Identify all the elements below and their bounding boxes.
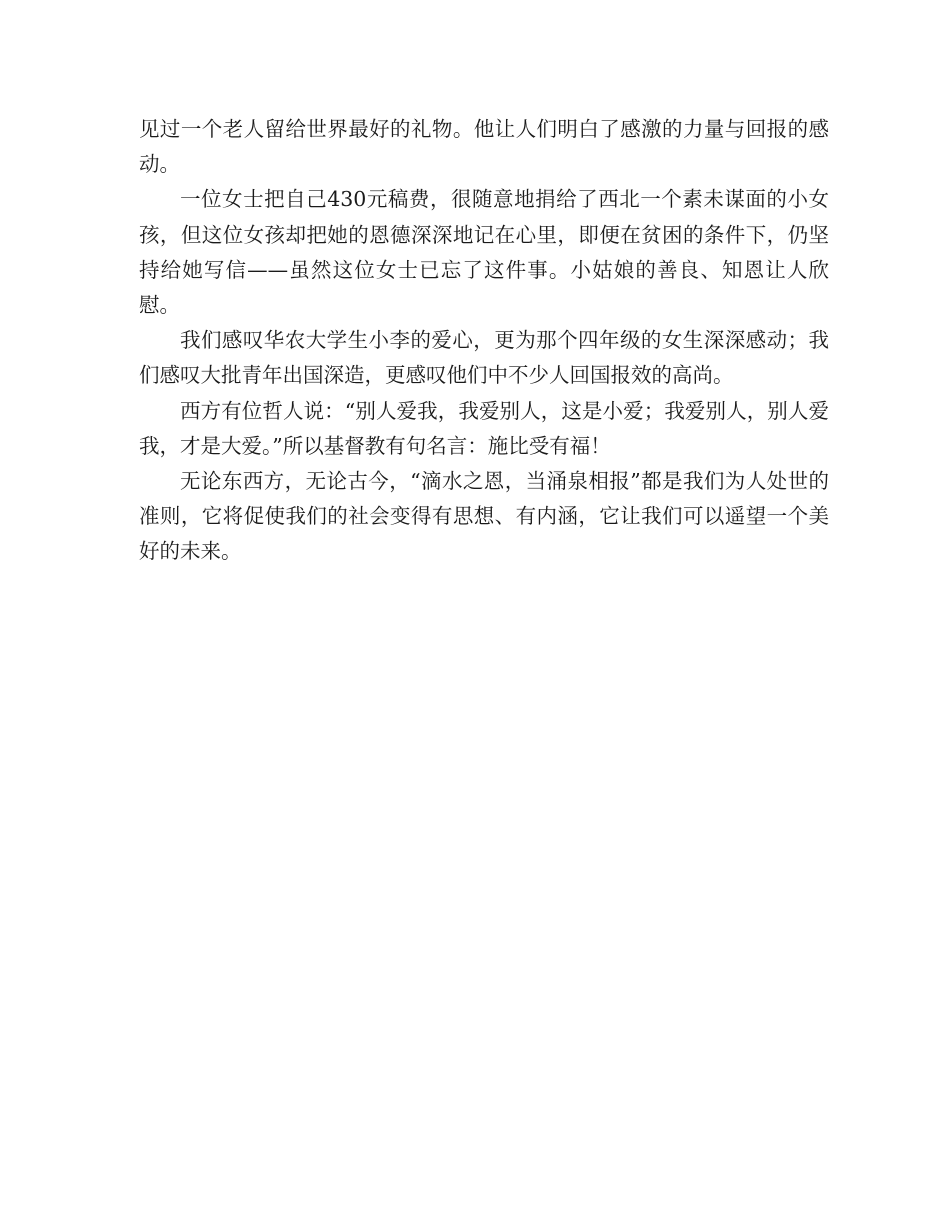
document-body: [139, 112, 829, 570]
paragraph-1: 见过一个老人留给世界最好的礼物。他让人们明白了感激的力量与回报的感动。: [139, 117, 829, 177]
paragraph-2: 一位女士把自己430元稿费，很随意地捐给了西北一个素未谋面的小女孩，但这位女孩却把她的恩德深深地记在心里，即便在贫困的条件下，仍坚持给她写信——虽然这位女士已忘了这件事。小姑娘的善良、知恩让人欣慰。: [139, 187, 829, 318]
paragraph-3: 我们感叹华农大学生小李的爱心，更为那个四年级的女生深深感动；我们感叹大批青年出国深造，更感叹他们中不少人回国报效的高尚。: [139, 328, 829, 388]
paragraph-5: 无论东西方，无论古今，“滴水之恩，当涌泉相报”都是我们为人处世的准则，它将促使我们的社会变得有思想、有内涵，它让我们可以遥望一个美好的未来。: [139, 469, 829, 564]
paragraph-4: 西方有位哲人说：“别人爱我，我爱别人，这是小爱；我爱别人，别人爱我，才是大爱。”所以基督教有句名言：施比受有福！: [139, 398, 829, 458]
